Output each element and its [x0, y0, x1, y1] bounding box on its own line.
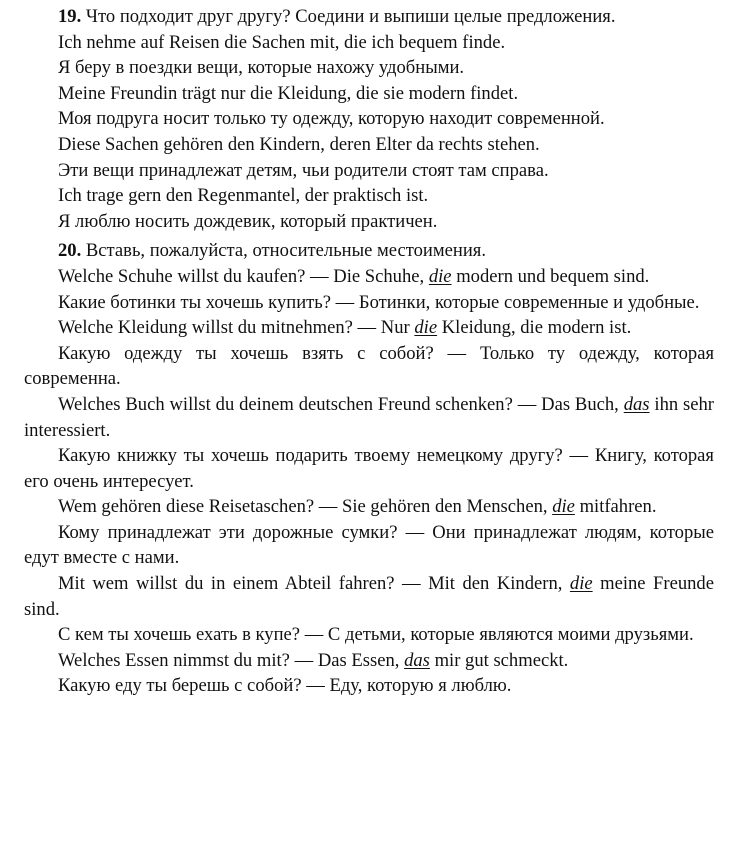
- german-sentence: [24, 264, 716, 290]
- exercise-19-line: Meine Freundin trägt nur die Kleidung, die sie modern findet.: [58, 82, 519, 104]
- exercise-19-line: Diese Sachen gehören den Kindern, deren Elter da rechts stehen.: [58, 133, 540, 155]
- sentence-part: meine Freunde sind.: [24, 573, 714, 620]
- german-sentence: [24, 648, 716, 674]
- sentence-part: Welche Schuhe willst du kaufen? — Die Schuhe,: [58, 265, 425, 287]
- exercise-19-number: 19.: [58, 6, 82, 27]
- exercise-20-heading: [24, 238, 716, 264]
- german-sentence: [24, 571, 716, 622]
- exercise-20: [24, 238, 716, 699]
- sentence-part: ihn sehr interessiert.: [24, 393, 714, 441]
- sentence-part: Wem gehören diese Reisetaschen? — Sie gehören den Menschen,: [58, 496, 548, 518]
- german-sentence: [24, 392, 716, 443]
- exercise-19-heading: [24, 4, 716, 30]
- filled-pronoun: die: [428, 265, 452, 287]
- sentence-part: mir gut schmeckt.: [434, 649, 569, 671]
- exercise-19-line: Моя подруга носит только ту одежду, которую находит современной.: [58, 108, 605, 130]
- exercise-20-instruction: Вставь, пожалуйста, относительные местоимения.: [85, 240, 487, 262]
- exercise-19-line: Ich trage gern den Regenmantel, der praktisch ist.: [58, 185, 429, 207]
- sentence-part: Mit wem willst du in einem Abteil fahren? — Mit den Kindern,: [58, 573, 563, 595]
- filled-pronoun: die: [569, 573, 593, 595]
- exercise-19-line: Я беру в поездки вещи, которые нахожу удобными.: [58, 57, 465, 79]
- russian-translation: Кому принадлежат эти дорожные сумки? — Они принадлежат людям, которые едут вместе с нами.: [24, 521, 714, 569]
- sentence-part: mitfahren.: [579, 496, 657, 518]
- exercise-19: [24, 4, 716, 234]
- sentence-part: Welche Kleidung willst du mitnehmen? — Nur: [58, 317, 410, 339]
- russian-translation: Какие ботинки ты хочешь купить? — Ботинки, которые современные и удобные.: [58, 291, 700, 313]
- sentence-part: modern und bequem sind.: [456, 265, 650, 287]
- filled-pronoun: das: [623, 393, 650, 415]
- exercise-19-line: Ich nehme auf Reisen die Sachen mit, die ich bequem finde.: [58, 31, 506, 53]
- filled-pronoun: die: [552, 496, 575, 518]
- filled-pronoun: das: [404, 649, 430, 671]
- sentence-part: Welches Essen nimmst du mit? — Das Essen,: [58, 649, 400, 671]
- exercise-19-line: Эти вещи принадлежат детям, чьи родители стоят там справа.: [58, 159, 549, 181]
- exercise-20-number: 20.: [58, 240, 82, 262]
- filled-pronoun: die: [414, 317, 438, 339]
- russian-translation: С кем ты хочешь ехать в купе? — С детьми, которые являются моими друзьями.: [58, 624, 694, 646]
- russian-translation: Какую одежду ты хочешь взять с собой? — Только ту одежду, которая современна.: [24, 342, 714, 390]
- russian-translation: Какую еду ты берешь с собой? — Еду, которую я люблю.: [58, 675, 512, 697]
- russian-translation: Какую книжку ты хочешь подарить твоему немецкому другу? — Книгу, которая его очень интересует.: [24, 445, 714, 492]
- sentence-part: Kleidung, die modern ist.: [441, 317, 632, 339]
- sentence-part: Welches Buch willst du deinem deutschen Freund schenken? — Das Buch,: [58, 393, 619, 415]
- exercise-19-instruction: Что подходит друг другу? Соедини и выпиши целые предложения.: [85, 6, 616, 27]
- german-sentence: [24, 494, 716, 520]
- german-sentence: [24, 315, 716, 341]
- exercise-19-line: Я люблю носить дождевик, который практичен.: [58, 210, 438, 232]
